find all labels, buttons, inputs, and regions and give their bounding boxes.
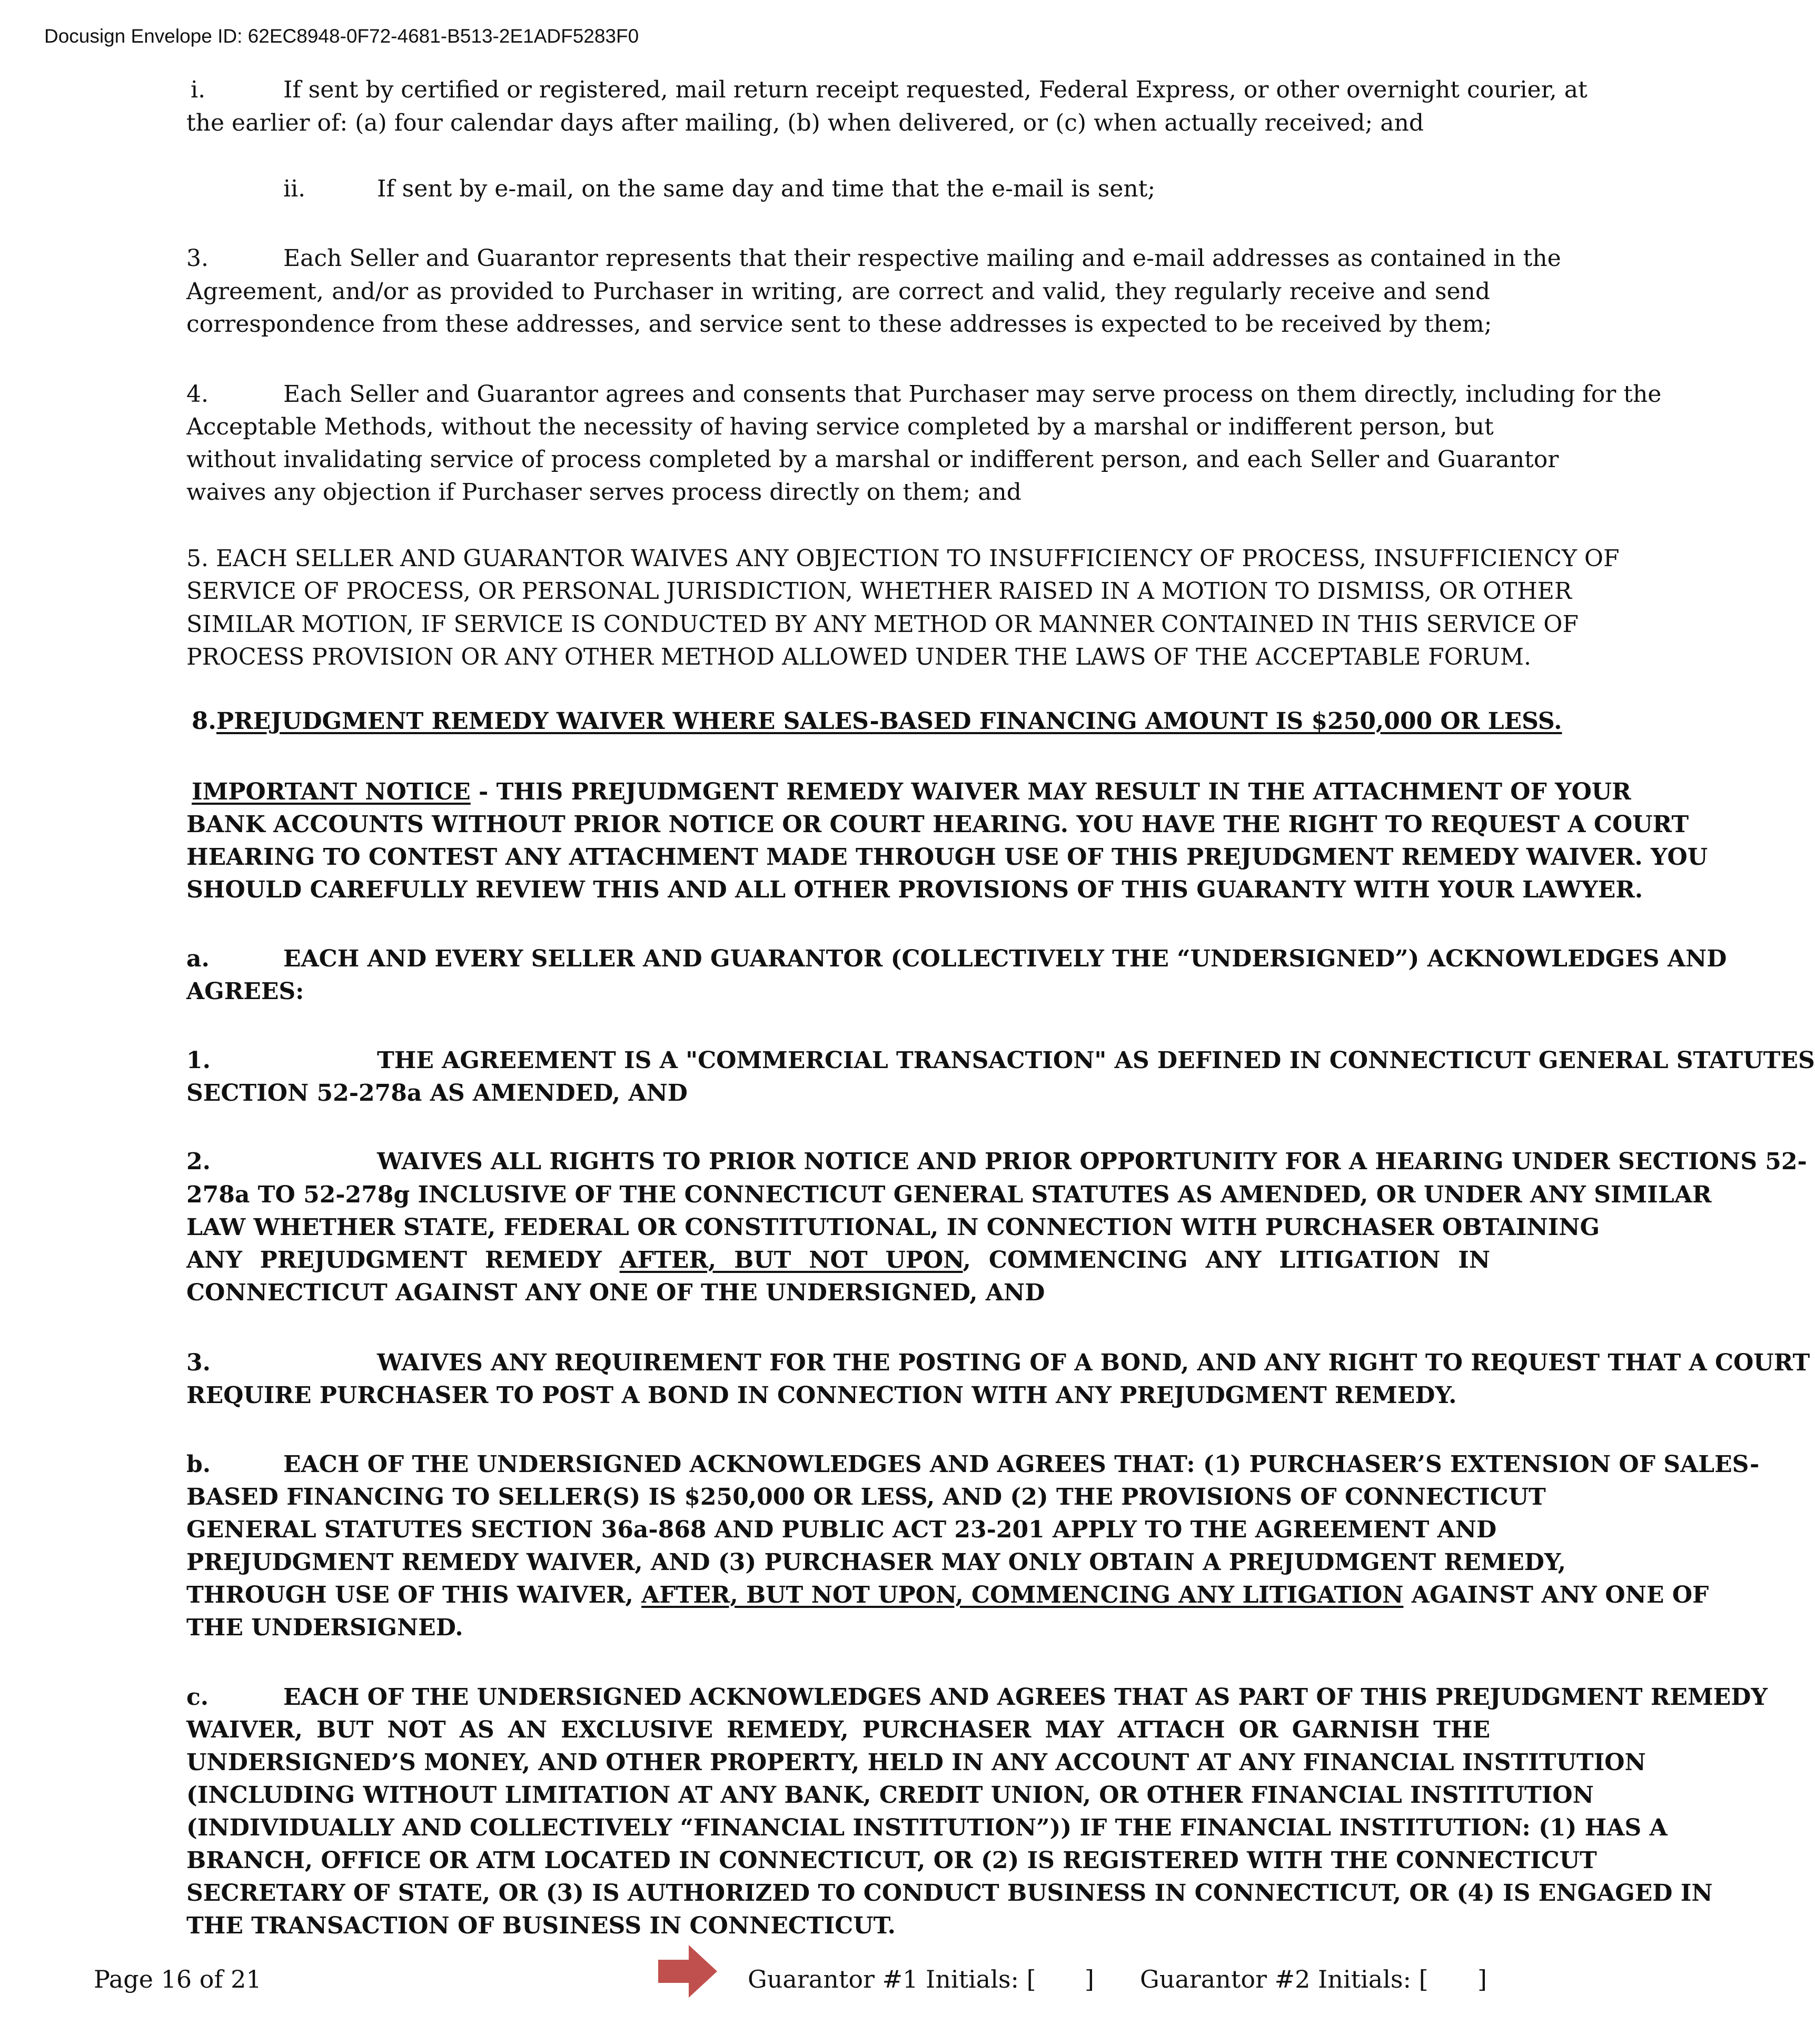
- clause-c-line-7: SECRETARY OF STATE, OR (3) IS AUTHORIZED TO CONDUCT BUSINESS IN CONNECTICUT, OR (4) IS ENGAGED IN: [186, 1880, 1713, 1907]
- clause-a2-line-2: 278a TO 52-278g INCLUSIVE OF THE CONNECTICUT GENERAL STATUTES AS AMENDED, OR UNDER ANY SIMILAR: [186, 1181, 1712, 1208]
- paragraph-4-line-3: without invalidating service of process completed by a marshal or indifferent person, and each Seller and Guarantor: [186, 446, 1559, 473]
- important-notice-label: IMPORTANT NOTICE: [192, 778, 471, 805]
- clause-c-line-6: BRANCH, OFFICE OR ATM LOCATED IN CONNECTICUT, OR (2) IS REGISTERED WITH THE CONNECTICUT: [186, 1847, 1597, 1874]
- right-arrow-icon[interactable]: [658, 1945, 717, 1998]
- clause-b-line-4: PREJUDGMENT REMEDY WAIVER, AND (3) PURCHASER MAY ONLY OBTAIN A PREJUDMGENT REMEDY,: [186, 1549, 1566, 1576]
- clause-b-line-3: GENERAL STATUTES SECTION 36a-868 AND PUBLIC ACT 23-201 APPLY TO THE AGREEMENT AND: [186, 1516, 1497, 1543]
- section-8-number: 8.: [192, 707, 216, 735]
- paragraph-5-line-4: PROCESS PROVISION OR ANY OTHER METHOD ALLOWED UNDER THE LAWS OF THE ACCEPTABLE FORUM.: [186, 644, 1531, 670]
- important-notice-line-4: SHOULD CAREFULLY REVIEW THIS AND ALL OTHER PROVISIONS OF THIS GUARANTY WITH YOUR LAWYER.: [186, 876, 1643, 903]
- page-number: Page 16 of 21: [94, 1965, 262, 1993]
- clause-a3-line-1: 3. WAIVES ANY REQUIREMENT FOR THE POSTING OF A BOND, AND ANY RIGHT TO REQUEST THAT A COURT: [186, 1349, 1810, 1376]
- clause-c-line-5: (INDIVIDUALLY AND COLLECTIVELY “FINANCIAL INSTITUTION”)) IF THE FINANCIAL INSTITUTION: (1) HAS A: [186, 1814, 1668, 1841]
- section-8-heading: [192, 707, 1562, 735]
- important-notice-line-1: IMPORTANT NOTICE - THIS PREJUDMGENT REMEDY WAIVER MAY RESULT IN THE ATTACHMENT OF YOUR: [192, 778, 1631, 805]
- paragraph-3-line-2: Agreement, and/or as provided to Purchaser in writing, are correct and valid, they regularly receive and send: [186, 278, 1490, 305]
- guarantor-2-initials-close-bracket: ]: [1477, 1965, 1487, 1993]
- clause-a2-line-3: LAW WHETHER STATE, FEDERAL OR CONSTITUTIONAL, IN CONNECTION WITH PURCHASER OBTAINING: [186, 1214, 1600, 1241]
- paragraph-5-line-1: 5. EACH SELLER AND GUARANTOR WAIVES ANY OBJECTION TO INSUFFICIENCY OF PROCESS, INSUFFICIENCY OF: [186, 545, 1620, 572]
- paragraph-5-line-3: SIMILAR MOTION, IF SERVICE IS CONDUCTED BY ANY METHOD OR MANNER CONTAINED IN THIS SERVICE OF: [186, 611, 1579, 638]
- clause-b-line-5: THROUGH USE OF THIS WAIVER, AFTER, BUT NOT UPON, COMMENCING ANY LITIGATION AGAINST ANY ONE OF: [186, 1582, 1709, 1608]
- clause-i-line-2: the earlier of: (a) four calendar days after mailing, (b) when delivered, or (c) when actually received; and: [186, 110, 1424, 136]
- paragraph-4-line-2: Acceptable Methods, without the necessity of having service completed by a marshal or indifferent person, but: [186, 413, 1494, 440]
- paragraph-4-line-4: waives any objection if Purchaser serves process directly on them; and: [186, 479, 1021, 506]
- clause-c-line-8: THE TRANSACTION OF BUSINESS IN CONNECTICUT.: [186, 1912, 896, 1939]
- guarantor-1-initials-close-bracket: ]: [1085, 1965, 1094, 1993]
- clause-a2-line-5: CONNECTICUT AGAINST ANY ONE OF THE UNDERSIGNED, AND: [186, 1279, 1045, 1306]
- envelope-id: Docusign Envelope ID: 62EC8948-0F72-4681-B513-2E1ADF5283F0: [44, 25, 639, 47]
- clause-a2-line-4: ANY PREJUDGMENT REMEDY AFTER, BUT NOT UPON, COMMENCING ANY LITIGATION IN: [186, 1247, 1491, 1273]
- clause-a1-line-1: 1. THE AGREEMENT IS A "COMMERCIAL TRANSACTION" AS DEFINED IN CONNECTICUT GENERAL STATUTES: [186, 1047, 1815, 1074]
- clause-c-line-3: UNDERSIGNED’S MONEY, AND OTHER PROPERTY, HELD IN ANY ACCOUNT AT ANY FINANCIAL INSTITUTION: [186, 1749, 1646, 1776]
- paragraph-4-line-1: 4. Each Seller and Guarantor agrees and consents that Purchaser may serve process on them directly, including for the: [186, 381, 1662, 408]
- clause-c-line-4: (INCLUDING WITHOUT LIMITATION AT ANY BANK, CREDIT UNION, OR OTHER FINANCIAL INSTITUTION: [186, 1782, 1594, 1809]
- section-8-title: PREJUDGMENT REMEDY WAIVER WHERE SALES-BASED FINANCING AMOUNT IS $250,000 OR LESS.: [216, 708, 1562, 735]
- paragraph-5-line-2: SERVICE OF PROCESS, OR PERSONAL JURISDICTION, WHETHER RAISED IN A MOTION TO DISMISS, OR OTHER: [186, 578, 1572, 605]
- clause-b-line-2: BASED FINANCING TO SELLER(S) IS $250,000 OR LESS, AND (2) THE PROVISIONS OF CONNECTICUT: [186, 1484, 1546, 1510]
- clause-a2-line-1: 2. WAIVES ALL RIGHTS TO PRIOR NOTICE AND PRIOR OPPORTUNITY FOR A HEARING UNDER SECTIONS 52-: [186, 1148, 1807, 1175]
- guarantor-2-initials-label: Guarantor #2 Initials: [: [1140, 1965, 1429, 1993]
- clause-b-line-6: THE UNDERSIGNED.: [186, 1614, 463, 1641]
- clause-c-line-2: WAIVER, BUT NOT AS AN EXCLUSIVE REMEDY, PURCHASER MAY ATTACH OR GARNISH THE: [186, 1716, 1490, 1743]
- clause-a3-line-2: REQUIRE PURCHASER TO POST A BOND IN CONNECTION WITH ANY PREJUDGMENT REMEDY.: [186, 1382, 1457, 1409]
- paragraph-3-line-1: 3. Each Seller and Guarantor represents that their respective mailing and e-mail addresses as contained in the: [186, 245, 1561, 272]
- paragraph-3-line-3: correspondence from these addresses, and service sent to these addresses is expected to be received by them;: [186, 311, 1492, 338]
- important-notice-line-3: HEARING TO CONTEST ANY ATTACHMENT MADE THROUGH USE OF THIS PREJUDGMENT REMEDY WAIVER. YOU: [186, 844, 1708, 871]
- clause-a-line-2: AGREES:: [186, 978, 304, 1005]
- guarantor-1-initials-field[interactable]: [990, 1965, 1095, 1994]
- clause-b-line-1: b. EACH OF THE UNDERSIGNED ACKNOWLEDGES AND AGREES THAT: (1) PURCHASER’S EXTENSION OF SALES-: [186, 1451, 1760, 1478]
- clause-a1-line-2: SECTION 52-278a AS AMENDED, AND: [186, 1080, 688, 1107]
- clause-ii-line-1: ii. If sent by e-mail, on the same day and time that the e-mail is sent;: [283, 175, 1156, 202]
- clause-i-line-1: i. If sent by certified or registered, mail return receipt requested, Federal Express, or other overnight courier, at: [191, 76, 1588, 103]
- important-notice-line-2: BANK ACCOUNTS WITHOUT PRIOR NOTICE OR COURT HEARING. YOU HAVE THE RIGHT TO REQUEST A COURT: [186, 811, 1689, 838]
- clause-a-line-1: a. EACH AND EVERY SELLER AND GUARANTOR (COLLECTIVELY THE “UNDERSIGNED”) ACKNOWLEDGES AND: [186, 945, 1727, 972]
- guarantor-1-initials-label: Guarantor #1 Initials: [: [748, 1965, 1036, 1993]
- guarantor-2-initials-field[interactable]: [1385, 1965, 1474, 1994]
- clause-c-line-1: c. EACH OF THE UNDERSIGNED ACKNOWLEDGES AND AGREES THAT AS PART OF THIS PREJUDGMENT REMEDY: [186, 1684, 1768, 1711]
